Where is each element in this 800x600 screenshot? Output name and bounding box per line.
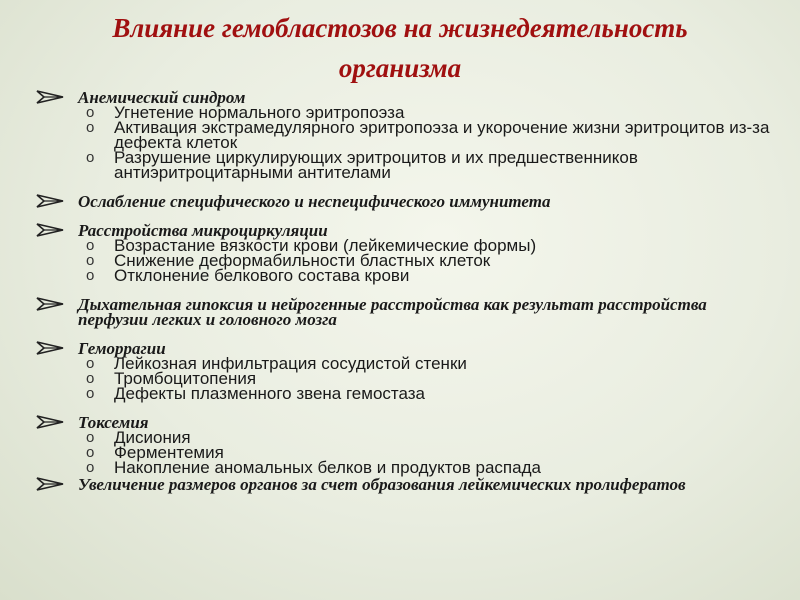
- circle-bullet-icon: o: [86, 385, 95, 402]
- list-item: o Возрастание вязкости крови (лейкемические формы): [86, 236, 537, 255]
- list-item: o Тромбоцитопения: [86, 369, 257, 388]
- slide-title-line-2: организма: [338, 53, 462, 83]
- list-item: o Разрушение циркулирующих эритроцитов и их предшественников антиэритроцитарными антителами: [86, 148, 638, 182]
- section-anemic-syndrome: [36, 90, 776, 180]
- list-item: o Накопление аномальных белков и продуктов распада: [86, 458, 541, 477]
- bullet-list: [36, 88, 776, 506]
- circle-bullet-icon: o: [86, 355, 95, 372]
- circle-bullet-icon: o: [86, 370, 95, 387]
- section-immunity: [36, 194, 776, 209]
- circle-bullet-icon: o: [86, 444, 95, 461]
- section-heading: Увеличение размеров органов за счет образования лейкемических пролифератов: [36, 477, 776, 492]
- section-heading: Расстройства микроциркуляции: [36, 223, 776, 238]
- section-heading: Ослабление специфического и неспецифического иммунитета: [36, 194, 776, 209]
- circle-bullet-icon: o: [86, 104, 95, 121]
- circle-bullet-icon: o: [86, 237, 95, 254]
- circle-bullet-icon: o: [86, 252, 95, 269]
- arrow-bullet-icon: [36, 414, 66, 430]
- section-heading: Дыхательная гипоксия и нейрогенные расстройства как результат расстройства перфузии легких и головного мозга: [36, 297, 776, 327]
- circle-bullet-icon: o: [86, 429, 95, 446]
- list-item: o Отклонение белкового состава крови: [86, 266, 410, 285]
- arrow-bullet-icon: [36, 222, 66, 238]
- section-hemorrhages: [36, 341, 776, 401]
- list-item: o Ферментемия: [86, 443, 224, 462]
- slide-title: [0, 8, 800, 88]
- section-microcirculation: [36, 223, 776, 283]
- list-item: o Активация экстрамедулярного эритропоэза и укорочение жизни эритроцитов из-за дефекта клеток: [86, 118, 770, 152]
- arrow-bullet-icon: [36, 340, 66, 356]
- list-item: o Лейкозная инфильтрация сосудистой стенки: [86, 354, 467, 373]
- list-item: o Угнетение нормального эритропоэза: [86, 103, 405, 122]
- arrow-bullet-icon: [36, 193, 66, 209]
- circle-bullet-icon: o: [86, 119, 95, 136]
- list-item: o Снижение деформабильности бластных клеток: [86, 251, 491, 270]
- arrow-bullet-icon: [36, 89, 66, 105]
- section-hypoxia: [36, 297, 776, 327]
- section-heading: Токсемия: [36, 415, 776, 430]
- list-item: o Дефекты плазменного звена гемостаза: [86, 384, 426, 403]
- section-toxemia: [36, 415, 776, 475]
- arrow-bullet-icon: [36, 476, 66, 492]
- list-item: o Дисиония: [86, 428, 191, 447]
- section-heading: Анемический синдром: [36, 90, 776, 105]
- slide-title-line-1: Влияние гемобластозов на жизнедеятельность: [112, 13, 688, 43]
- section-organ-enlargement: [36, 477, 776, 492]
- circle-bullet-icon: o: [86, 459, 95, 476]
- section-heading: Геморрагии: [36, 341, 776, 356]
- circle-bullet-icon: o: [86, 149, 95, 166]
- arrow-bullet-icon: [36, 296, 66, 312]
- circle-bullet-icon: o: [86, 267, 95, 284]
